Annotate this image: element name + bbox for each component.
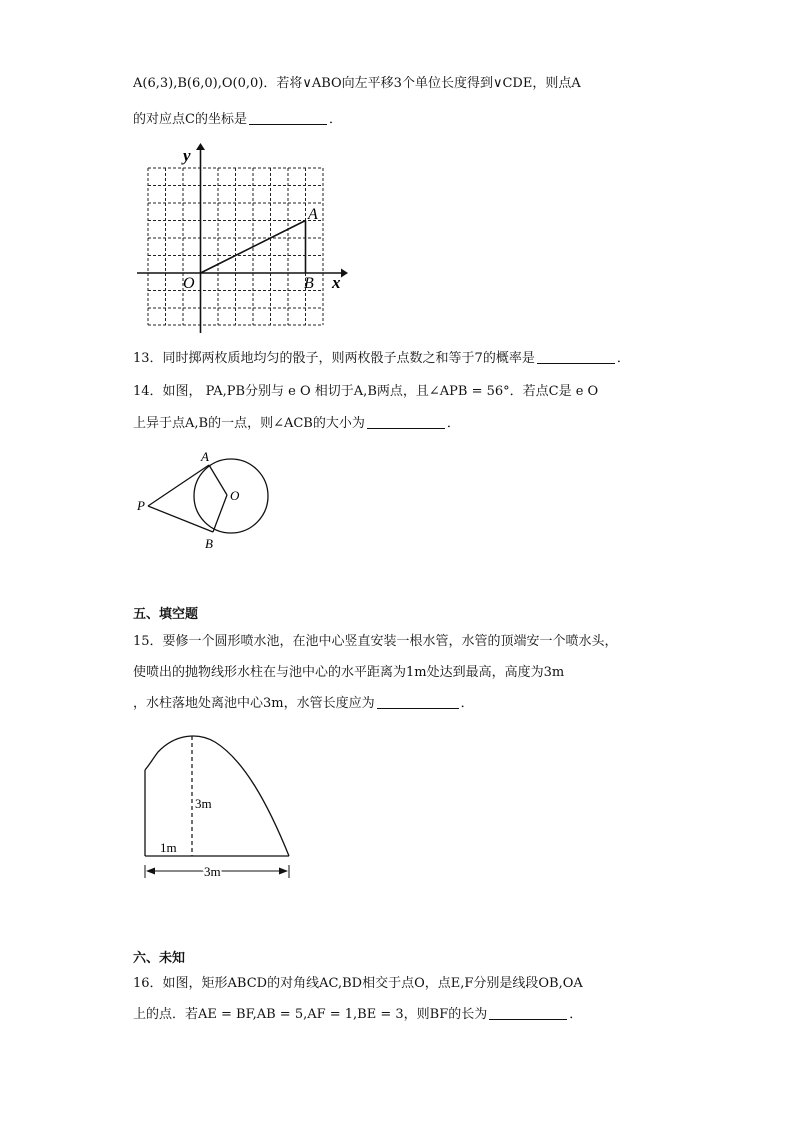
q15-answer-blank[interactable] <box>377 696 459 709</box>
q15-line3-end: ． <box>460 696 474 711</box>
q16-line2-end: ． <box>569 1007 583 1022</box>
x-axis-label: x <box>332 273 341 292</box>
section-five-heading: 五、填空题 <box>133 607 199 622</box>
q12-line2-text: 的对应点C的坐标是 <box>133 112 247 127</box>
q13-text: 13．同时掷两枚质地均匀的骰子，则两枚骰子点数之和等于7的概率是 <box>133 351 535 366</box>
q12-answer-blank[interactable] <box>249 112 327 125</box>
q16-line2-text: 上的点．若AE = BF,AB = 5,AF = 1,BE = 3，则BF的长为 <box>133 1007 488 1022</box>
q14-line2-text: 上异于点A,B的一点，则∠ACB的大小为 <box>133 416 365 431</box>
label-o: O <box>230 488 240 503</box>
q16-answer-blank[interactable] <box>489 1007 567 1020</box>
origin-label: O <box>183 275 195 292</box>
q12-line1: A(6,3),B(6,0),O(0,0)．若将∨ABO向左平移3个单位长度得到∨CDE，则点A <box>133 76 581 91</box>
short-distance-label: 1m <box>160 840 177 855</box>
q15-line1: 15．要修一个圆形喷水池，在池中心竖直安装一根水管，水管的顶端安一个喷水头， <box>133 634 618 649</box>
width-label: 3m <box>204 864 221 879</box>
parabola-curve <box>145 736 289 856</box>
q15-line3 <box>133 692 474 711</box>
q12-line2 <box>133 108 342 127</box>
q12-coordinate-grid-figure <box>137 143 352 338</box>
label-a: A <box>201 449 209 464</box>
label-b: B <box>205 536 213 551</box>
height-label: 3m <box>195 796 212 811</box>
q15-line3-text: ，水柱落地处离池中心3m，水管长度应为 <box>133 696 375 711</box>
section-six-heading: 六、未知 <box>133 951 186 966</box>
radius-ob <box>213 495 227 532</box>
q14-answer-blank[interactable] <box>367 416 445 429</box>
q16-line2 <box>133 1003 582 1022</box>
q15-fountain-parabola-figure <box>140 728 300 888</box>
label-p: P <box>137 498 145 513</box>
q13-end: ． <box>616 351 630 366</box>
q14-line1: 14．如图， PA,PB分别与 e O 相切于A,B两点，且∠APB = 56°．若点C是 e O <box>133 384 599 399</box>
q14-line2 <box>133 412 460 431</box>
y-axis-label: y <box>183 146 191 165</box>
radius-oa <box>209 465 227 495</box>
tangent-pa <box>148 465 209 506</box>
q13-answer-blank[interactable] <box>537 351 615 364</box>
q16-line1: 16．如图，矩形ABCD的对角线AC,BD相交于点O，点E,F分别是线段OB,OA <box>133 976 583 991</box>
point-b-label: B <box>304 275 314 292</box>
point-a-label: A <box>308 206 318 223</box>
q13-line <box>133 347 630 366</box>
q14-circle-tangent-figure <box>136 446 276 556</box>
q12-line2-end: ． <box>328 112 342 127</box>
q14-line2-end: ． <box>446 416 460 431</box>
q15-line2: 使喷出的抛物线形水柱在与池中心的水平距离为1m处达到最高，高度为3m <box>133 665 565 680</box>
tangent-pb <box>148 506 213 532</box>
